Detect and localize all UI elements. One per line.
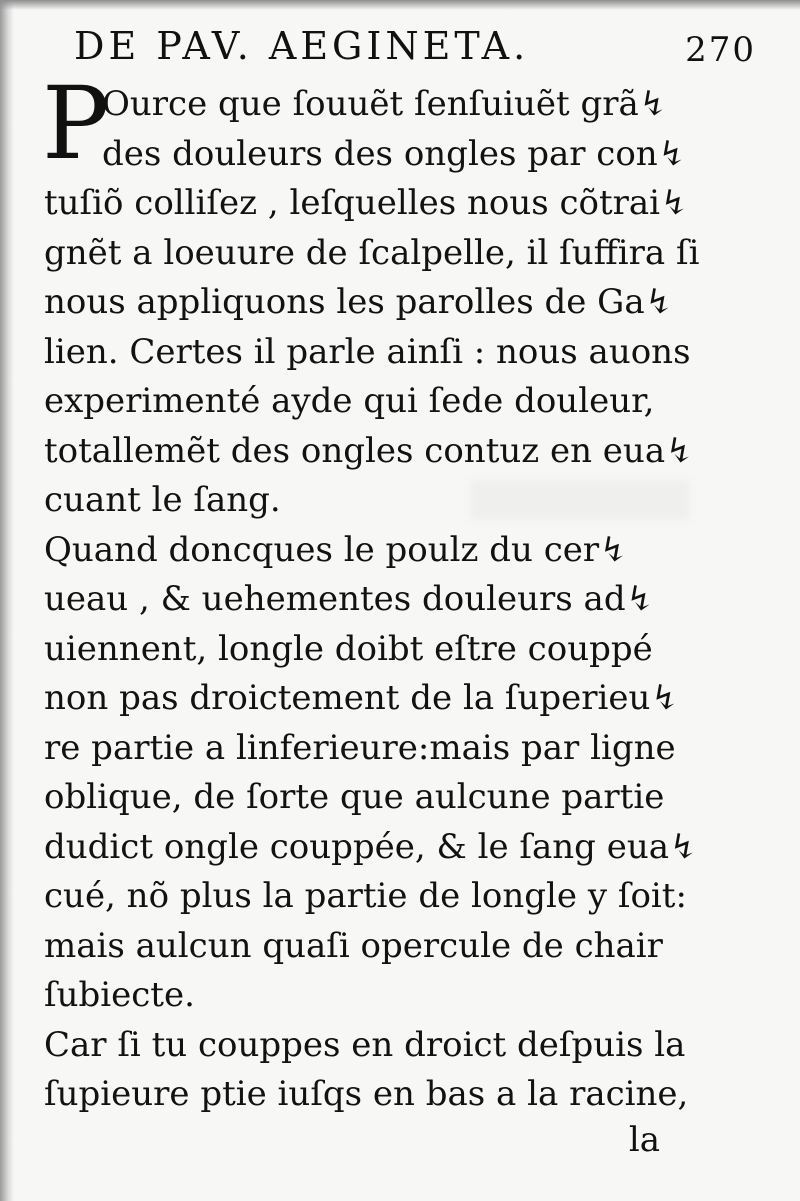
body-text (44, 80, 700, 1120)
page-header (74, 14, 770, 74)
text-line: totallemẽt des ongles contuz en eua↯ (44, 430, 694, 471)
text-line: oblique, de ſorte que aulcune partie (44, 777, 665, 817)
catchword: la (628, 1120, 660, 1160)
paragraph-1 (44, 80, 700, 526)
running-title: DE PAV. AEGINETA. (74, 24, 530, 68)
page-gutter-shadow (0, 0, 14, 1201)
page-top-shadow (0, 0, 800, 10)
text-line: tuſiõ colliſez , leſquelles nous cõtrai↯ (44, 183, 689, 223)
text-line: cuant le ſang. (44, 480, 281, 520)
page-number: 270 (685, 30, 756, 70)
paragraph-3 (44, 1021, 689, 1120)
text-line: Ource que ſouuẽt ſenſuiuẽt grã↯ (102, 84, 668, 124)
text-line: experimenté ayde qui ſede douleur, (44, 381, 655, 421)
text-line: Quand doncques le poulz du cer↯ (44, 529, 628, 570)
drop-capital: P (42, 65, 110, 182)
text-line: des douleurs des ongles par con↯ (102, 133, 687, 174)
text-line: mais aulcun quaſi opercule de chair (44, 925, 663, 966)
paragraph-2 (44, 526, 698, 1021)
text-line: non pas droictement de la ſuperieu↯ (44, 678, 679, 718)
text-line: dudict ongle couppée, & le ſang eua↯ (44, 826, 698, 867)
text-line: nous appliquons les parolles de Ga↯ (44, 282, 674, 322)
text-line: uiennent, longle doibt eſtre couppé (44, 628, 653, 669)
text-line: cué, nõ plus la partie de longle y ſoit: (44, 876, 687, 916)
text-line: Car ſi tu couppes en droict deſpuis la (44, 1024, 686, 1065)
text-line: ſupieure ptie iuſqs en bas a la racine, (44, 1074, 689, 1114)
text-line: re partie a linferieure:mais par ligne (44, 727, 676, 768)
text-line: ſubiecte. (44, 975, 195, 1015)
text-line: ueau , & uehementes douleurs ad↯ (44, 579, 655, 619)
text-line: gnẽt a loeuure de ſcalpelle, il ſuffira ſi (44, 232, 700, 273)
text-line: lien. Certes il parle ainſi : nous auons (44, 331, 691, 372)
